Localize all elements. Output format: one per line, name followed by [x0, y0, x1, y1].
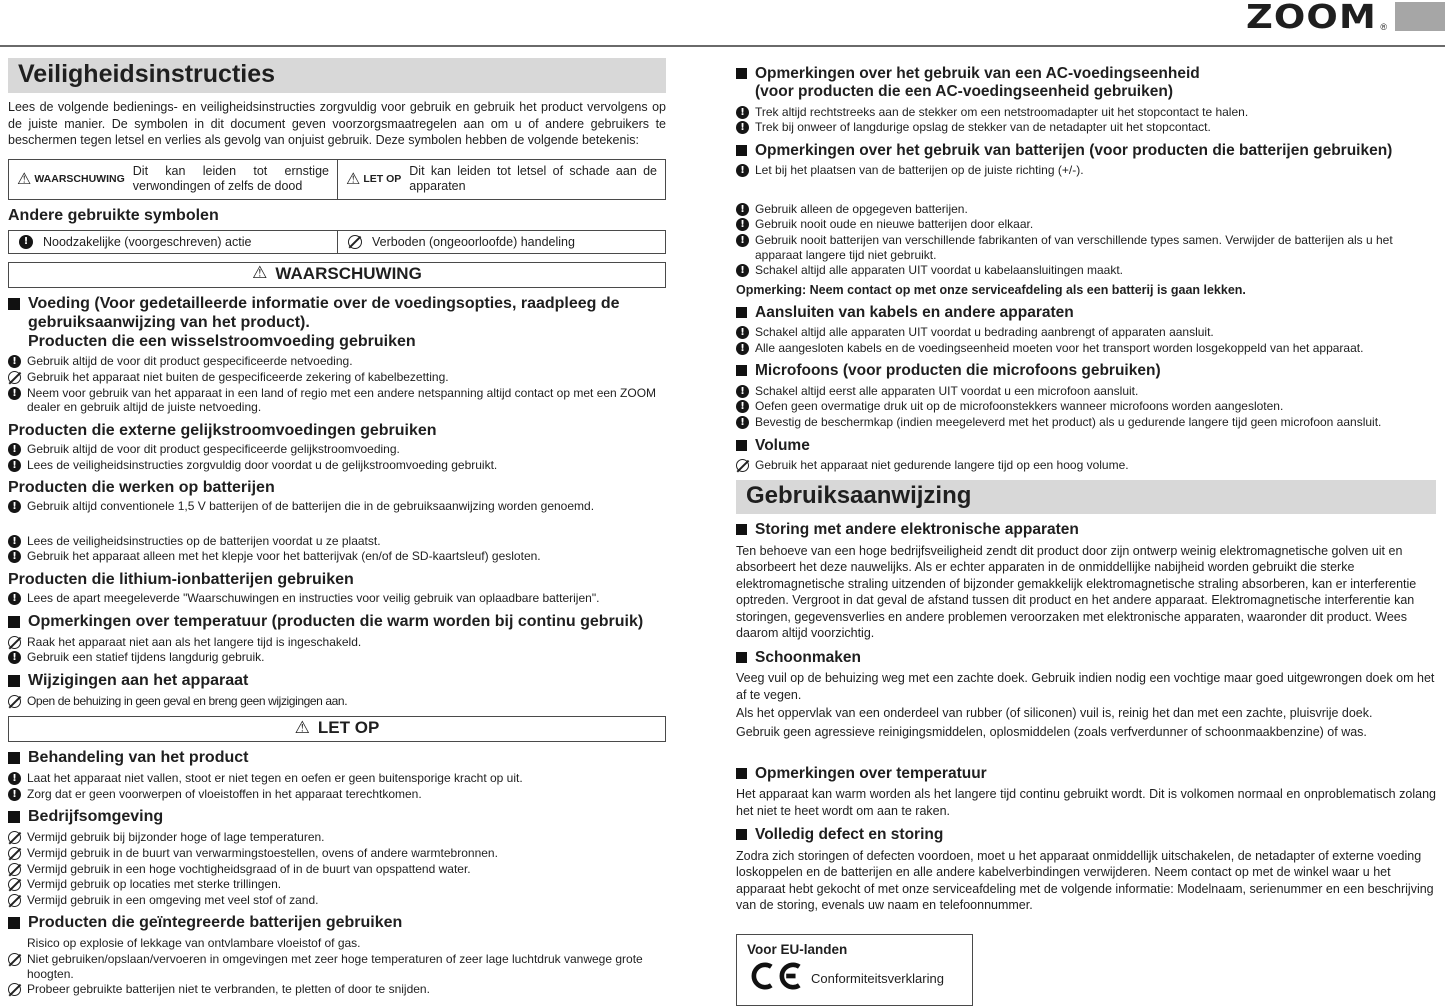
eu-box-label: Conformiteitsverklaring [811, 970, 944, 986]
paragraph: Ten behoeve van een hoge bedrijfsveiligheid zendt dit product door zijn ontwerp weinig elektromagnetische golven uit en absorbeert het deze nauwelijks. Als er echter apparaten in de onmiddellijke nabijheid worden gebruikt die sterke elektromagnetische straling uitzenden of bijzonder gemakkelijk elektromagnetische straling absorberen, kan er interferentie optreden. Vergroot in dat geval de afstand tussen dit product en het andere apparaat. Elektromagnetische interferentie kan storingen, gegevensverlies en andere problemen veroorzaken met elektronische apparaten, waaronder dit product. Wees daarom altijd voorzichtig. [736, 543, 1417, 641]
section-heading-lines [28, 672, 666, 691]
severity-banner [8, 262, 666, 288]
section-heading-line: Producten die geïntegreerde batterijen gebruiken [28, 914, 403, 932]
instruction-text: Gebruik nooit batterijen van verschillende fabrikanten of van verschillende types samen. Verwijder de batterijen als u het apparaat langere tijd niet gebruikt. [755, 232, 1393, 262]
section-heading [8, 672, 666, 691]
instruction-item [8, 442, 666, 457]
square-bullet-icon [736, 829, 747, 840]
spacer [8, 515, 666, 533]
symbol-description: Noodzakelijke (voorgeschreven) actie [43, 234, 252, 249]
square-bullet-icon [736, 652, 747, 663]
instruction-item [8, 862, 666, 877]
mandatory-action-icon: ! [8, 772, 21, 785]
severity-banner-text: WAARSCHUWING [275, 263, 422, 283]
instruction-text: Let bij het plaatsen van de batterijen op de juiste richting (+/-). [755, 163, 1084, 178]
severity-label: WAARSCHUWING [34, 172, 125, 185]
left-column [8, 58, 666, 1006]
ce-mark-glyph [747, 961, 803, 991]
section-heading-lines [755, 826, 1436, 844]
square-bullet-icon [736, 365, 747, 376]
square-bullet-icon [736, 68, 747, 79]
instruction-text: Gebruik het apparaat niet buiten de gespecificeerde zekering of kabelbezetting. [27, 370, 449, 384]
severity-description: Dit kan leiden tot letsel of schade aan de apparaten [409, 163, 657, 194]
instruction-text: Gebruik het apparaat niet gedurende langere tijd op een hoog volume. [755, 457, 1129, 472]
instruction-item [736, 202, 1436, 217]
section-heading-line: Volume [755, 436, 810, 454]
warning-triangle-icon: ⚠ [294, 717, 310, 738]
section-heading-lines [755, 362, 1436, 380]
section-heading [736, 521, 1436, 539]
section-heading-lines [28, 613, 666, 632]
section-heading-lines [755, 65, 1436, 102]
instruction-text: Vermijd gebruik in een omgeving met veel stof of zand. [27, 892, 319, 907]
spacer [736, 742, 1436, 758]
registered-trademark-icon: ® [1380, 22, 1387, 32]
instruction-item [8, 370, 666, 385]
instruction-item [736, 415, 1436, 430]
right-column [736, 58, 1436, 1006]
mandatory-action-icon: ! [736, 121, 749, 134]
section-heading-line: Behandeling van het product [28, 749, 249, 767]
symbol-table [8, 230, 666, 254]
section-heading-line: Storing met andere elektronische apparaten [755, 521, 1079, 539]
mandatory-action-icon: ! [19, 235, 33, 249]
instruction-text: Trek bij onweer of langdurige opslag de stekker van de netadapter uit het stopcontact. [755, 120, 1211, 135]
sub-heading: Andere gebruikte symbolen [8, 206, 219, 224]
prohibited-action-icon [736, 459, 749, 472]
mandatory-action-icon: ! [8, 550, 21, 563]
instruction-item [736, 233, 1436, 262]
section-heading [8, 749, 666, 768]
square-bullet-icon [8, 752, 20, 764]
instruction-text: Gebruik altijd de voor dit product gespecificeerde netvoeding. [27, 354, 353, 369]
section-heading-lines [28, 295, 666, 352]
severity-icon-group [346, 171, 401, 187]
instruction-item [8, 830, 666, 845]
eu-box-row [747, 961, 962, 996]
instruction-text: Gebruik nooit oude en nieuwe batterijen door elkaar. [755, 217, 1034, 232]
instruction-item [8, 877, 666, 892]
mandatory-action-icon: ! [736, 164, 749, 177]
section-heading [736, 826, 1436, 844]
instruction-item [736, 163, 1436, 178]
instruction-item [8, 458, 666, 473]
section-heading [736, 304, 1436, 322]
section-heading-lines [755, 765, 1436, 783]
spacer [736, 916, 1436, 924]
prohibited-action-icon [8, 847, 21, 860]
section-heading-lines [755, 521, 1436, 539]
instruction-text: Risico op explosie of lekkage van ontvlambare vloeistof of gas. [27, 936, 361, 951]
square-bullet-icon [8, 298, 20, 310]
instruction-item [8, 549, 666, 564]
instruction-item [8, 936, 666, 951]
corner-gray-rect [1395, 2, 1445, 31]
prohibited-action-icon [8, 831, 21, 844]
mandatory-action-icon: ! [736, 342, 749, 355]
sub-heading: Producten die werken op batterijen [8, 479, 275, 497]
content-columns [0, 47, 1445, 1006]
symbol-table-cell [337, 231, 665, 253]
instruction-text: Schakel altijd alle apparaten UIT voordat u bedrading aanbrengt of apparaten aansluit. [755, 325, 1214, 340]
instruction-item [8, 591, 666, 606]
paragraph: Veeg vuil op de behuizing weg met een zachte doek. Gebruik indien nodig een vochtige maar goed uitgewrongen doek om het af te vegen. [736, 671, 1435, 702]
instruction-text: Vermijd gebruik in een hoge vochtigheidsgraad of in de buurt van opspattend water. [27, 861, 471, 876]
prohibited-action-icon [8, 894, 21, 907]
prohibited-action-icon [8, 636, 21, 649]
instruction-item [736, 105, 1436, 120]
instruction-item [8, 771, 666, 786]
square-bullet-icon [8, 675, 20, 687]
eu-box-title: Voor EU-landen [747, 941, 848, 957]
instruction-text: Vermijd gebruik bij bijzonder hoge of lage temperaturen. [27, 830, 325, 845]
square-bullet-icon [736, 768, 747, 779]
instruction-text: Laat het apparaat niet vallen, stoot er niet tegen en oefen er geen buitensporige kracht op uit. [27, 771, 523, 786]
mandatory-action-icon: ! [8, 355, 21, 368]
mandatory-action-icon: ! [8, 387, 21, 400]
instruction-item [8, 635, 666, 650]
instruction-text: Gebruik altijd de voor dit product gespecificeerde gelijkstroomvoeding. [27, 441, 400, 456]
section-title-bar: Gebruiksaanwijzing [736, 480, 1436, 514]
paragraph: Gebruik geen agressieve reinigingsmiddelen, oplosmiddelen (zoals verfverdunner of schoonmaakbenzine) of was. [736, 724, 1367, 739]
instruction-item [736, 399, 1436, 414]
paragraph: Als het oppervlak van een onderdeel van rubber (of siliconen) vuil is, reinig het dan met een zachte, pluisvrije doek. [736, 706, 1373, 720]
severity-table-cell [337, 160, 665, 199]
instruction-text: Gebruik het apparaat alleen met het klepje voor het batterijvak (en/of de SD-kaartsleuf) gesloten. [27, 549, 541, 564]
mandatory-action-icon: ! [8, 788, 21, 801]
instruction-item [736, 120, 1436, 135]
ce-mark-icon [747, 961, 803, 996]
mandatory-action-icon: ! [736, 264, 749, 277]
spacer [736, 179, 1436, 201]
instruction-text: Gebruik altijd conventionele 1,5 V batterijen of de batterijen die in de gebruiksaanwijzing worden genoemd. [27, 499, 595, 514]
instruction-item [8, 354, 666, 369]
prohibited-action-icon [8, 983, 21, 996]
instruction-text: Neem voor gebruik van het apparaat in een land of regio met een andere netspanning altijd contact op met een ZOOM dealer en gebruik altijd de juiste netvoeding. [27, 385, 657, 415]
mandatory-action-icon: ! [736, 218, 749, 231]
prohibited-action-icon [348, 235, 362, 249]
instruction-item [8, 982, 666, 997]
section-heading-lines [28, 749, 666, 768]
instruction-text: Probeer gebruikte batterijen niet te verbranden, te pletten of door te snijden. [27, 982, 430, 997]
zoom-logo-text: ZOOM [1246, 0, 1378, 36]
section-heading-lines [28, 914, 666, 933]
instruction-text: Zorg dat er geen voorwerpen of vloeistoffen in het apparaat terechtkomen. [27, 786, 422, 801]
paragraph: Het apparaat kan warm worden als het langere tijd continu gebruikt wordt. Dit is volkomen normaal en onproblematisch zolang het niet te heet wordt om aan te raken. [736, 787, 1436, 818]
instruction-text: Oefen geen overmatige druk uit op de microfoonstekkers wanneer microfoons worden aangesloten. [755, 399, 1284, 414]
section-heading-line: Opmerkingen over temperatuur (producten die warm worden bij continu gebruik) [28, 612, 644, 630]
mandatory-action-icon: ! [736, 234, 749, 247]
instruction-item [736, 458, 1436, 473]
section-heading-line: Wijzigingen aan het apparaat [28, 671, 249, 689]
warning-triangle-icon: ⚠ [346, 169, 361, 189]
paragraph: Lees de volgende bedienings- en veiligheidsinstructies zorgvuldig voor gebruik en gebruik het product vervolgens op de juiste manier. De symbolen in dit document geven voorzorgsmaatregelen aan om u of andere gebruikers te beschermen tegen letsel en verlies als gevolg van onjuist gebruik. Deze symbolen hebben de volgende betekenis: [8, 100, 666, 147]
instruction-text: Gebruik alleen de opgegeven batterijen. [755, 201, 968, 216]
instruction-item [736, 325, 1436, 340]
section-heading-line: Aansluiten van kabels en andere apparaten [755, 303, 1074, 321]
severity-banner-text: LET OP [317, 718, 380, 738]
section-heading-line: Voeding (Voor gedetailleerde informatie over de voedingsopties, raadpleeg de [28, 294, 620, 312]
square-bullet-icon [736, 524, 747, 535]
instruction-item [8, 534, 666, 549]
instruction-item [8, 787, 666, 802]
section-heading-line: Volledig defect en storing [755, 826, 944, 844]
prohibited-action-icon [8, 863, 21, 876]
section-heading-lines [755, 142, 1436, 160]
section-heading-lines [755, 304, 1436, 322]
instruction-item [8, 650, 666, 665]
section-heading-lines [755, 649, 1436, 667]
instruction-item [8, 846, 666, 861]
prohibited-action-icon [8, 695, 21, 708]
section-heading-lines [28, 808, 666, 827]
instruction-text: Raak het apparaat niet aan als het langere tijd is ingeschakeld. [27, 634, 362, 649]
note-text: Opmerking: Neem contact op met onze serviceafdeling als een batterij is gaan lekken. [736, 282, 1246, 297]
instruction-item [736, 217, 1436, 232]
section-heading-line: Opmerkingen over temperatuur [755, 765, 987, 782]
instruction-item [736, 341, 1436, 356]
section-title-bar: Veiligheidsinstructies [8, 58, 666, 93]
prohibited-action-icon [8, 371, 21, 384]
section-heading [736, 65, 1436, 102]
section-heading-line: (voor producten die een AC-voedingseenheid gebruiken) [755, 83, 1173, 101]
instruction-item [8, 694, 666, 709]
sub-heading: Producten die externe gelijkstroomvoedingen gebruiken [8, 421, 437, 439]
mandatory-action-icon: ! [8, 443, 21, 456]
paragraph: Zodra zich storingen of defecten voordoen, moet u het apparaat onmiddellijk uitschakelen, de netadapter of externe voeding loskoppelen en de batterijen en alle andere kabelverbindingen verwijderen. Neem contact op met de winkel waar u het apparaat hebt gekocht of met onze serviceafdeling met de volgende informatie: Modelnaam, serienummer en een beschrijving van de storing, evenals uw naam en telefoonnummer. [736, 848, 1434, 913]
prohibited-action-icon [8, 953, 21, 966]
mandatory-action-icon: ! [736, 203, 749, 216]
section-heading-lines [755, 437, 1436, 455]
page-header [0, 0, 1445, 47]
section-heading [736, 362, 1436, 380]
sub-heading: Producten die lithium-ionbatterijen gebruiken [8, 571, 354, 588]
instruction-item [8, 893, 666, 908]
severity-table-cell [9, 160, 337, 199]
instruction-text: Gebruik een statief tijdens langdurig gebruik. [27, 650, 265, 665]
square-bullet-icon [736, 307, 747, 318]
mandatory-action-icon: ! [736, 416, 749, 429]
severity-description: Dit kan leiden tot ernstige verwondingen of zelfs de dood [132, 163, 329, 194]
section-heading [736, 765, 1436, 783]
square-bullet-icon [736, 145, 747, 156]
instruction-item [8, 952, 666, 981]
instruction-text: Vermijd gebruik op locaties met sterke trillingen. [27, 877, 282, 892]
square-bullet-icon [8, 811, 20, 823]
mandatory-action-icon: ! [8, 592, 21, 605]
mandatory-action-icon: ! [8, 459, 21, 472]
section-heading [8, 808, 666, 827]
mandatory-action-icon: ! [8, 500, 21, 513]
instruction-text: Lees de veiligheidsinstructies zorgvuldig door voordat u de gelijkstroomvoeding gebruikt. [27, 457, 498, 472]
mandatory-action-icon: ! [8, 651, 21, 664]
section-heading [736, 649, 1436, 667]
instruction-text: Alle aangesloten kabels en de voedingseenheid moeten voor het transport worden losgekoppeld van het apparaat. [755, 340, 1364, 355]
severity-icon-group [17, 171, 125, 187]
section-heading-line: Opmerkingen over het gebruik van een AC-voedingseenheid [755, 65, 1200, 82]
section-heading-line: Schoonmaken [755, 648, 861, 666]
severity-label: LET OP [363, 172, 402, 185]
eu-compliance-box [736, 934, 973, 1006]
instruction-item [736, 263, 1436, 278]
section-heading-line: Opmerkingen over het gebruik van batterijen (voor producten die batterijen gebruiken) [755, 141, 1393, 159]
section-heading-line: gebruiksaanwijzing van het product). [28, 313, 310, 331]
severity-banner [8, 716, 666, 742]
severity-table [8, 159, 666, 200]
zoom-logo [1246, 0, 1387, 36]
section-heading [736, 142, 1436, 160]
square-bullet-icon [736, 440, 747, 451]
mandatory-action-icon: ! [736, 106, 749, 119]
instruction-text: Open de behuizing in geen geval en breng geen wijzigingen aan. [27, 693, 348, 708]
section-heading [8, 295, 666, 352]
instruction-text: Lees de apart meegeleverde "Waarschuwingen en instructies voor veilig gebruik van oplaadbare batterijen". [27, 591, 600, 605]
instruction-item [8, 499, 666, 514]
square-bullet-icon [8, 616, 20, 628]
instruction-text: Trek altijd rechtstreeks aan de stekker om een netstroomadapter uit het stopcontact te halen. [755, 104, 1249, 119]
mandatory-action-icon: ! [736, 326, 749, 339]
instruction-text: Bevestig de beschermkap (indien meegeleverd met het product) als u gedurende langere tijd geen microfoon aansluit. [755, 414, 1382, 429]
symbol-table-cell [9, 231, 337, 253]
instruction-item [736, 384, 1436, 399]
instruction-text: Schakel altijd alle apparaten UIT voordat u kabelaansluitingen maakt. [755, 263, 1124, 278]
instruction-text: Niet gebruiken/opslaan/vervoeren in omgevingen met zeer hoge temperaturen of zeer lage luchtdruk vanwege grote hoogten. [27, 951, 643, 981]
section-heading [736, 437, 1436, 455]
mandatory-action-icon: ! [736, 400, 749, 413]
square-bullet-icon [8, 917, 20, 929]
instruction-text: Lees de veiligheidsinstructies op de batterijen voordat u ze plaatst. [27, 533, 381, 548]
warning-triangle-icon: ⚠ [252, 263, 268, 284]
mandatory-action-icon: ! [8, 535, 21, 548]
instruction-item [8, 386, 666, 415]
mandatory-action-icon: ! [736, 385, 749, 398]
instruction-text: Schakel altijd eerst alle apparaten UIT voordat u een microfoon aansluit. [755, 383, 1139, 398]
prohibited-action-icon [8, 878, 21, 891]
section-heading-line: Microfoons (voor producten die microfoons gebruiken) [755, 362, 1161, 380]
section-heading [8, 914, 666, 933]
symbol-description: Verboden (ongeoorloofde) handeling [372, 234, 575, 249]
section-heading-line: Bedrijfsomgeving [28, 808, 164, 826]
section-heading-line: Producten die een wisselstroomvoeding gebruiken [28, 332, 416, 350]
instruction-text: Vermijd gebruik in de buurt van verwarmingstoestellen, ovens of andere warmtebronnen. [27, 845, 498, 860]
warning-triangle-icon: ⚠ [17, 169, 32, 189]
section-heading [8, 613, 666, 632]
